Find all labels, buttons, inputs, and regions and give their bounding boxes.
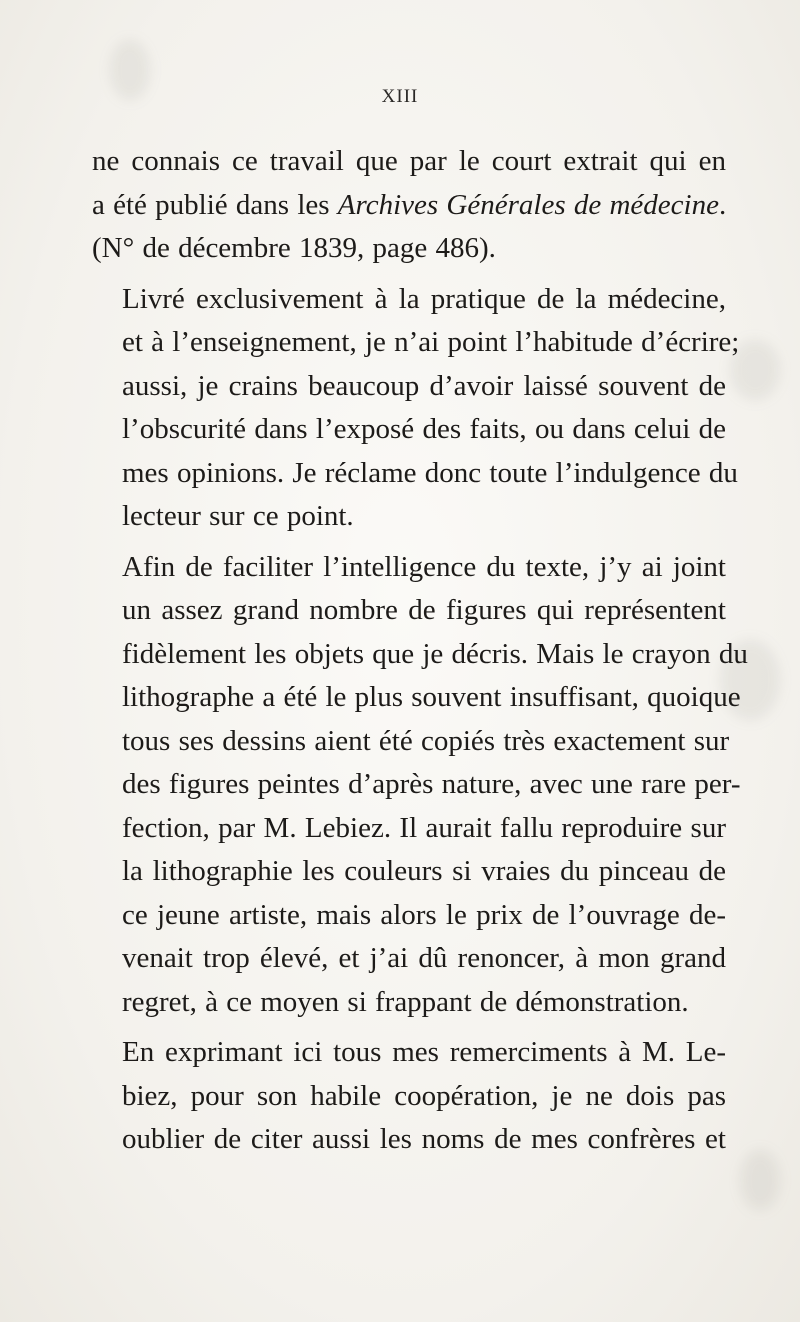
text-line: (N° de décembre 1839, page 486). [92,232,496,264]
text-line: des figures peintes d’après nature, avec une rare per- [122,768,741,800]
page-number: XIII [381,86,419,107]
paragraph-2 [92,278,740,539]
text-line: venait trop élevé, et j’ai dû renoncer, à mon grand [122,942,726,974]
text-line: En exprimant ici tous mes remerciments à M. Le- [122,1036,726,1068]
paragraph-3 [92,546,748,1025]
text-line: lecteur sur ce point. [122,500,354,532]
text-line: ne connais ce travail que par le court extrait qui en [92,145,726,177]
text-line: fection, par M. Lebiez. Il aurait fallu reproduire sur [122,811,726,844]
text-run: a été publié dans les [92,188,338,221]
text-line: mes opinions. Je réclame donc toute l’indulgence du [122,456,738,489]
text-line: lithographe a été le plus souvent insuffisant, quoique [122,681,741,713]
journal-title: Archives Générales de médecine [337,188,719,221]
text-line: et à l’enseignement, je n’ai point l’habitude d’écrire; [122,326,740,358]
paper-stain [740,1150,780,1210]
text-line: oublier de citer aussi les noms de mes confrères et [122,1123,726,1155]
text-line: la lithographie les couleurs si vraies du pinceau de [122,855,726,887]
text-line: biez, pour son habile coopération, je ne dois pas [122,1079,726,1112]
text-line: regret, à ce moyen si frappant de démonstration. [122,985,689,1018]
text-line: ce jeune artiste, mais alors le prix de l’ouvrage de- [122,898,726,931]
text-line [92,184,726,228]
text-line: un assez grand nombre de figures qui représentent [122,594,726,626]
text-line: Afin de faciliter l’intelligence du texte, j’y ai joint [122,550,726,583]
paragraph-1 [92,140,726,271]
text-line: l’obscurité dans l’exposé des faits, ou dans celui de [122,413,726,445]
text-line: aussi, je crains beaucoup d’avoir laissé souvent de [122,369,726,402]
text-line: tous ses dessins aient été copiés très exactement sur [122,724,730,757]
text-run: . [718,188,727,221]
paragraph-4 [92,1031,726,1162]
text-line: Livré exclusivement à la pratique de la médecine, [122,282,726,315]
text-line: fidèlement les objets que je décris. Mais le crayon du [122,637,748,670]
body-text [92,140,748,1169]
